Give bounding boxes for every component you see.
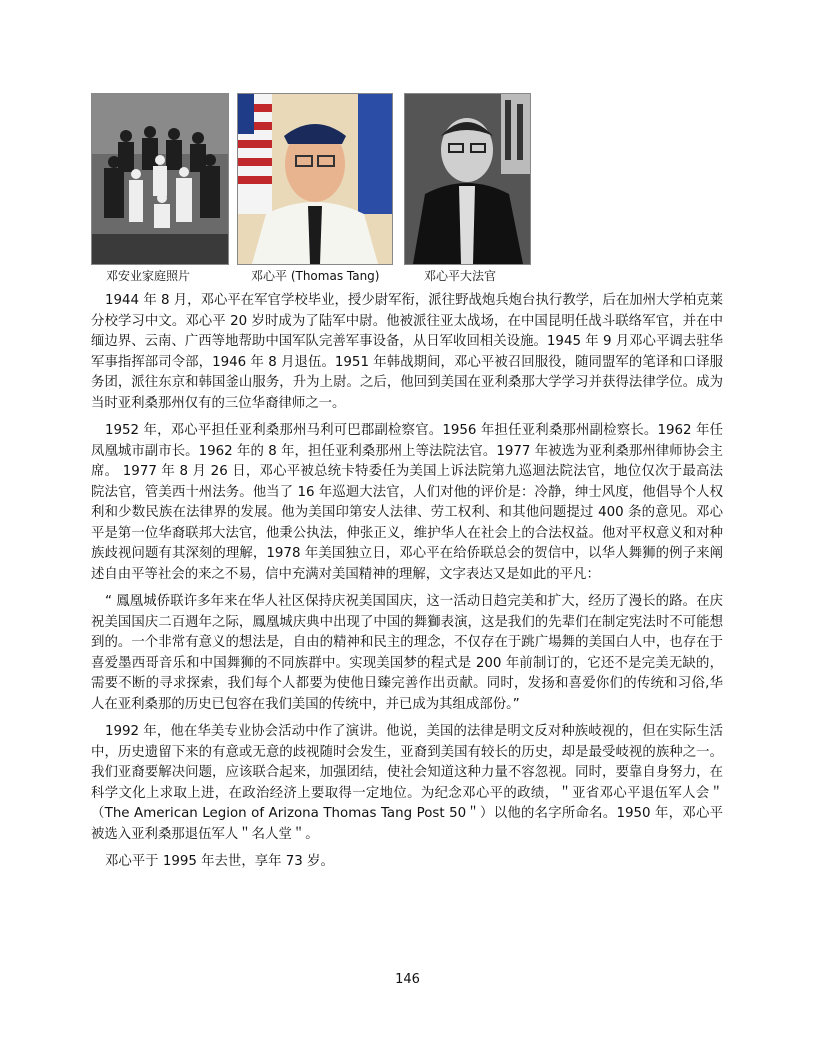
- paragraph-military-service: 1944 年 8 月，邓心平在军官学校毕业，授少尉军衔，派往野战炮兵炮台执行教学，后在加州大学柏克莱分校学习中文。邓心平 20 岁时成为了陆军中尉。他被派往亚太战场，在中国昆明任战斗联络军官，并在中缅边界、云南、广西等地帮助中国军队完善军事设备，从日军收回相关设施。1945 年 9 月邓心平调去驻华军事指挥部司令部，1946 年 8 月退伍。1951 年韩战期间，邓心平被召回服役，随同盟军的笔译和口译服务团，派往东京和韩国釜山服务，升为上尉。之后，他回到美国在亚利桑那大学学习并获得法律学位。成为当时亚利桑那州仅有的三位华裔律师之一。: [91, 293, 723, 411]
- paragraph-death: 邓心平于 1995 年去世，享年 73 岁。: [105, 854, 334, 869]
- paragraph-judicial-career: 1952 年，邓心平担任亚利桑那州马利可巴郡副检察官。1956 年担任亚利桑那州副检察长。1962 年任凤凰城市副市长。1962 年的 8 年，担任亚利桑那州上等法院法官。1977 年被选为亚利桑那州律师协会主席。 1977 年 8 月 26 日，邓心平被总统卡特委任为美国上诉法院第九巡迴法院法官，地位仅次于最高法院法官，管美西十州法务。他当了 16 年巡迴大法官，人们对他的评价是：冷静，绅士风度，他倡导个人权利和少数民族在法律界的发展。他为美国印第安人法律、劳工权利、和其他问题提过 400 条的意见。邓心平是第一位华裔联邦大法官，他秉公执法，伸张正义，维护华人在社会上的合法权益。他对平权意义和对种族歧视问题有其深刻的理解，1978 年美国独立日，邓心平在给侨联总会的贺信中，以华人舞狮的例子来阐述自由平等社会的来之不易，信中充满对美国精神的理解，文字表达又是如此的平凡：: [91, 423, 723, 582]
- judge-photo-caption: 邓心平大法官: [424, 269, 497, 283]
- family-photo-image: [92, 94, 228, 264]
- thomas-tang-photo: [237, 93, 393, 265]
- judge-photo-image: [405, 94, 530, 264]
- thomas-tang-photo-image: [238, 94, 392, 264]
- judge-photo: [404, 93, 531, 265]
- body-text: [91, 291, 723, 880]
- paragraph-1992-speech: 1992 年，他在华美专业协会活动中作了演讲。他说，美国的法律是明文反对种族岐视的，但在实际生活中，历史遗留下来的有意或无意的歧视随时会发生，亚裔到美国有较长的历史，却是最受岐视的族种之一。我们亚裔要解决问题，应该联合起来，加强团结，使社会知道这种力量不容忽视。同时，要靠自身努力，在科学文化上求取上进，在政治经济上要取得一定地位。为纪念邓心平的政绩，＂亚省邓心平退伍军人会＂（The American Legion of Arizona Thomas Tang Post 50＂）以他的名字所命名。1950 年，邓心平被选入亚利桑那退伍军人＂名人堂＂。: [91, 724, 723, 842]
- photo-row: [91, 93, 531, 265]
- family-photo-caption: 邓安业家庭照片: [106, 269, 191, 283]
- family-photo: [91, 93, 229, 265]
- thomas-tang-photo-caption: 邓心平 (Thomas Tang): [251, 269, 380, 283]
- paragraph-letter-quote: “ 鳳凰城侨联许多年来在华人社区保持庆祝美国国庆，这一活动日趋完美和扩大，经历了漫长的路。在庆祝美国国庆二百週年之际，鳳凰城庆典中出现了中国的舞獅表演，这是我们的先辈们在制定宪法时不可能想到的。一个非常有意义的想法是，自由的精神和民主的理念，不仅存在于跳广場舞的美国白人中，也存在于喜爱墨西哥音乐和中国舞狮的不同族群中。实现美国梦的程式是 200 年前制订的，它还不是完美无缺的，需要不断的寻求探索，我们每个人都要为使他日臻完善作出贡献。同时，发扬和喜爱你们的传统和习俗,华人在亚利桑那的历史已包容在我们美国的传统中，并已成为其组成部份。”: [91, 594, 723, 712]
- page-number: 146: [395, 972, 420, 987]
